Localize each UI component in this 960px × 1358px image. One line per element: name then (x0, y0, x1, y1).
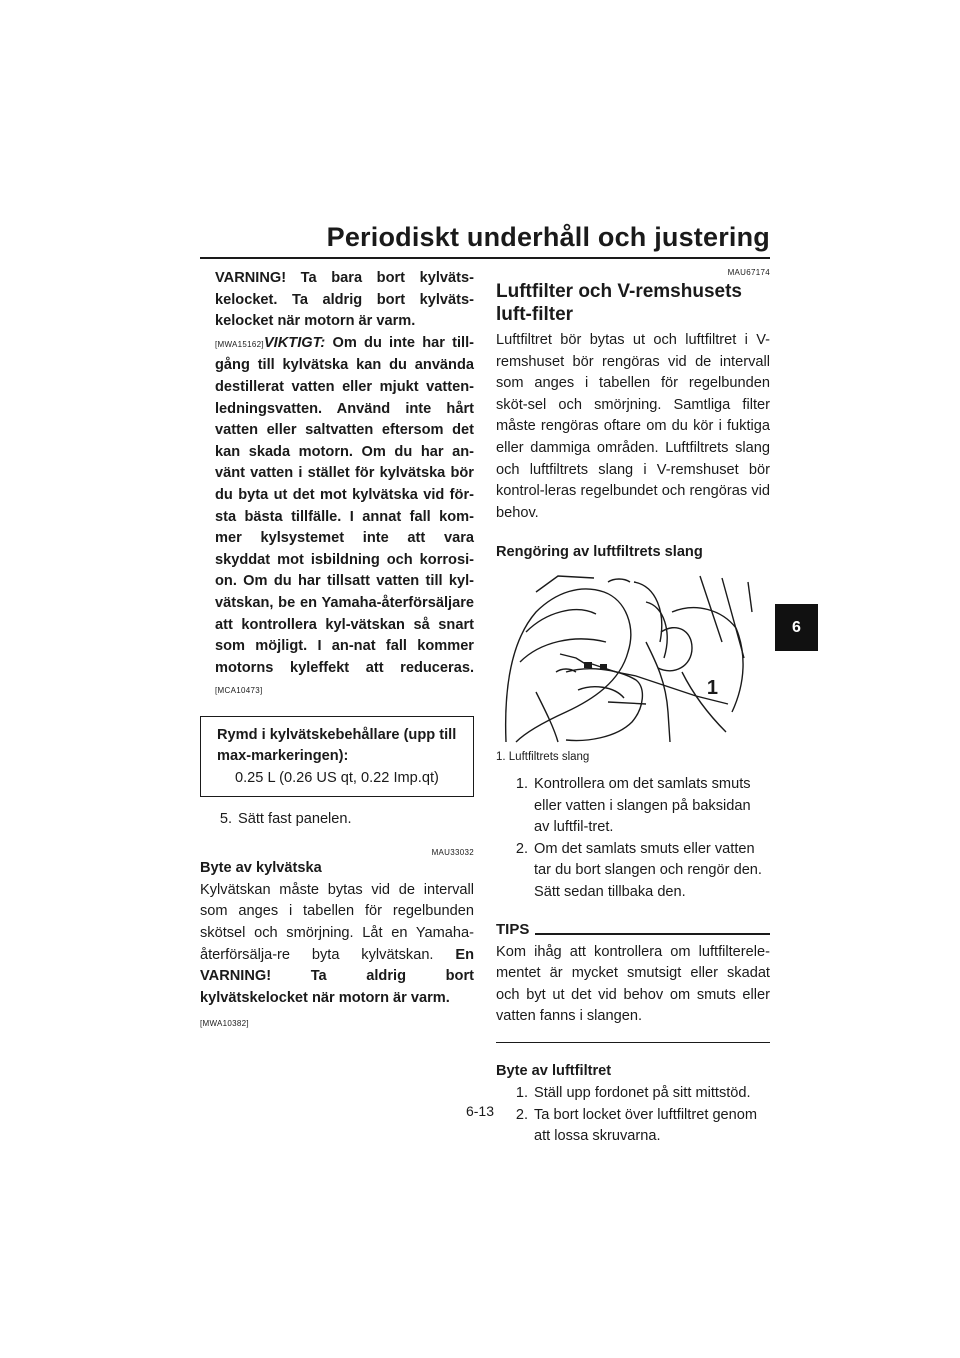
section-title: Byte av kylvätska (200, 860, 322, 877)
subsection-title: Rengöring av luftfiltrets slang (496, 544, 703, 561)
step-number: 1. (515, 775, 528, 792)
notice-code: [MWA15162] (215, 339, 264, 349)
right-column (496, 268, 770, 1148)
step-text: Om det samlats smuts eller vatten tar du bort slangen och rengör den. Sätt sedan tillbaka den. (534, 840, 762, 900)
section-end-code: [MWA10382] (200, 1019, 249, 1029)
subsection-title: Byte av luftfiltret (496, 1063, 612, 1080)
step-number: 1. (515, 1084, 528, 1101)
figure-callout-number: 1 (706, 676, 718, 699)
step-item (200, 809, 474, 831)
coolant-capacity-box (200, 716, 474, 797)
section-body-text: Kylvätskan måste bytas vid de intervall som anges i tabellen för regelbunden skötsel och smörjning. Låt en Yamaha-återförsälja-re byta kylvätskan. (200, 881, 474, 963)
hose-clip (584, 662, 592, 668)
air-filter-hose-figure (496, 572, 768, 744)
chapter-tab: 6 (775, 604, 818, 651)
step-text: Sätt fast panelen. (238, 810, 352, 827)
step-item (496, 1083, 770, 1105)
step-number: 2. (515, 1106, 528, 1123)
section-code: MAU33032 (431, 848, 474, 858)
tips-rule (535, 933, 770, 935)
left-column (200, 268, 474, 1035)
page-number: 6-13 (465, 1103, 495, 1119)
section-code: MAU67174 (727, 268, 770, 277)
header-rule (200, 257, 770, 259)
spec-title: Rymd i kylvätskebehållare (upp till max-markeringen): (217, 726, 457, 765)
section-warning: En VARNING! Ta aldrig bort kylvätskelocket när motorn är varm. (200, 946, 474, 1006)
tips-text: Kom ihåg att kontrollera om luftfilterele-mentet är mycket smutsigt eller skadat och byt ut det vid behov om smuts eller vatten fanns i slangen. (496, 943, 770, 1025)
tips-end-rule (496, 1042, 770, 1044)
spec-value: 0.25 L (0.26 US qt, 0.22 Imp.qt) (235, 770, 439, 787)
step-list (496, 774, 770, 904)
hose-clip (600, 664, 607, 670)
step-text: Kontrollera om det samlats smuts eller vatten i slangen på baksidan av luftfil-tret. (534, 775, 751, 836)
notice-end-code: [MCA10473] (215, 686, 263, 696)
step-item (496, 774, 770, 839)
tips-header (496, 922, 770, 938)
page-title: Periodiskt underhåll och justering (326, 222, 770, 252)
figure-caption: 1. Luftfiltrets slang (496, 750, 590, 763)
step-text: Ta bort locket över luftfiltret genom att lossa skruvarna. (534, 1106, 758, 1145)
step-text: Ställ upp fordonet på sitt mittstöd. (534, 1084, 751, 1101)
section-title: Luftfilter och V-remshusets luft-filter (496, 281, 742, 325)
notice-label: VIKTIGT: (263, 334, 326, 351)
notice-text: Om du inte har till-gång till kylvätska kan du använda destillerat vatten eller mjukt vatten-ledningsvatten. Använd inte hårt vatten eller saltvatten eftersom det kan skada motorn. Om du har an-vänt vatten i stället för kylvätska bör du byta ut det mot kylvätska vid för-sta bästa tillfälle. I annat fall kom-mer kylsystemet inte att vara skyddat mot isbildning och korrosi-on. Om du har tillsatt vatten till kyl-vätskan, be en Yamaha-återförsäljare att kontrollera kyl-vätskan så snart som möjligt. I an-nat fall kommer motorns kyleffekt att reduceras. (215, 334, 474, 676)
section-body (200, 880, 474, 1010)
step-number: 2. (515, 840, 528, 857)
step-item (496, 839, 770, 904)
warning-text: VARNING! Ta bara bort kylväts-kelocket. Ta aldrig bort kylväts-kelocket när motorn är varm. (215, 270, 474, 330)
step-number: 5. (219, 810, 232, 827)
tips-title: TIPS (496, 920, 530, 938)
air-filter-hose-illustration (496, 572, 768, 744)
notice-block (200, 333, 474, 702)
section-body: Luftfiltret bör bytas ut och luftfiltret i V-remshuset bör rengöras vid de intervall som anges i tabellen för regelbunden sköt-sel och smörjning. Samtliga filter måste rengöras oftare om du kör i fuktiga eller dammiga områden. Luftfiltrets slang och luftfiltrets slang i V-remshuset bör kontrol-leras regelbundet och rengöras vid behov. (496, 332, 770, 521)
